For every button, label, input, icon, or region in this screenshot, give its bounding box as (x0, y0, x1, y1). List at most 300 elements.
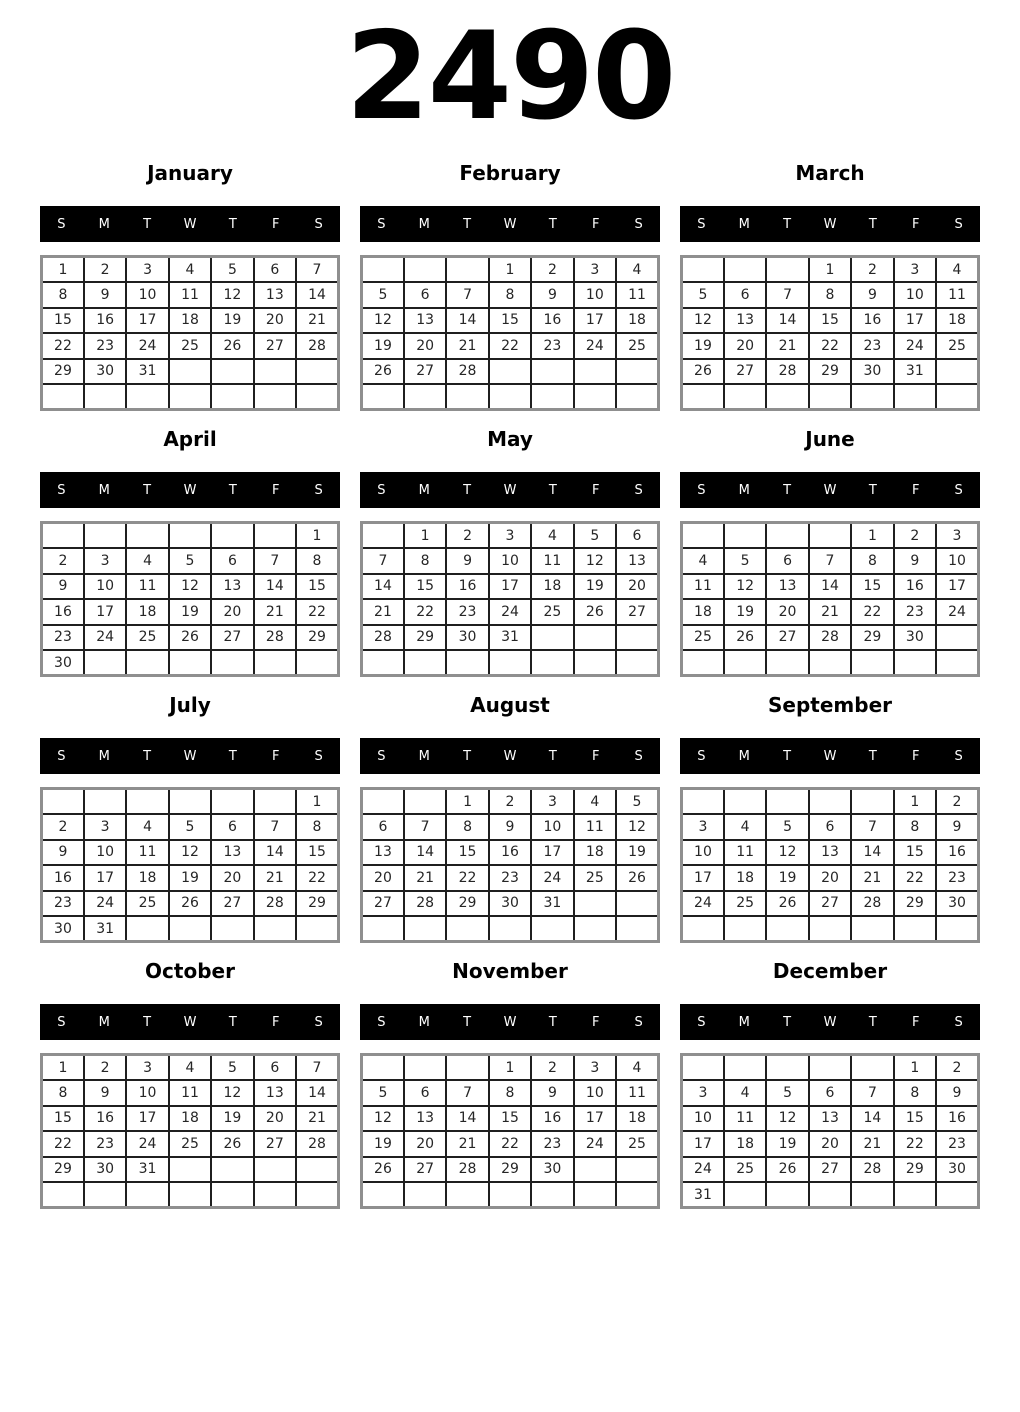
week-row (42, 840, 339, 866)
weekday-label: F (271, 482, 280, 498)
day-cell: 15 (42, 308, 84, 334)
day-cell (404, 384, 446, 410)
day-cell (851, 789, 893, 815)
day-cell (809, 523, 851, 549)
day-cell: 10 (126, 1080, 168, 1106)
day-cell: 13 (616, 548, 658, 574)
week-row (42, 789, 339, 815)
day-cell: 11 (616, 282, 658, 308)
day-cell: 25 (169, 1131, 211, 1157)
day-cell (724, 384, 766, 410)
day-cell: 20 (211, 865, 253, 891)
day-cell (169, 359, 211, 385)
day-cell (211, 650, 253, 676)
weekday-label: T (783, 482, 792, 498)
day-cell (936, 625, 978, 651)
weekday-label: T (228, 216, 237, 232)
day-cell (936, 650, 978, 676)
day-cell: 3 (126, 1055, 168, 1081)
week-row (362, 574, 659, 600)
weekday-label: T (783, 1014, 792, 1030)
day-cell: 22 (296, 865, 338, 891)
day-cell: 10 (936, 548, 978, 574)
weekday-label: F (591, 216, 600, 232)
weekday-label: F (591, 1014, 600, 1030)
day-cell: 10 (682, 840, 724, 866)
day-cell: 15 (489, 1106, 531, 1132)
day-cell: 25 (126, 891, 168, 917)
day-cell (489, 359, 531, 385)
day-cell: 9 (531, 282, 573, 308)
day-cell: 14 (766, 308, 808, 334)
year-text: 2490 (345, 5, 675, 147)
day-cell: 7 (254, 814, 296, 840)
day-cell: 7 (766, 282, 808, 308)
day-cell (296, 359, 338, 385)
weekday-label: T (548, 1014, 557, 1030)
week-row (682, 384, 979, 410)
day-cell: 29 (809, 359, 851, 385)
day-cell: 21 (254, 865, 296, 891)
day-cell: 1 (851, 523, 893, 549)
day-cell: 4 (724, 1080, 766, 1106)
week-row (42, 523, 339, 549)
day-cell: 7 (446, 282, 488, 308)
day-cell: 18 (531, 574, 573, 600)
day-cell: 8 (809, 282, 851, 308)
day-cell: 12 (169, 574, 211, 600)
weekday-label: T (783, 216, 792, 232)
day-cell: 16 (936, 1106, 978, 1132)
day-cell: 15 (42, 1106, 84, 1132)
week-row (682, 257, 979, 283)
day-cell (809, 650, 851, 676)
day-cell (362, 257, 404, 283)
month-title: November (452, 959, 568, 983)
day-cell (616, 359, 658, 385)
day-cell (724, 1055, 766, 1081)
week-row (42, 1106, 339, 1132)
day-cell: 30 (936, 1157, 978, 1183)
day-cell (296, 916, 338, 942)
day-cell (84, 384, 126, 410)
week-row (682, 599, 979, 625)
weekday-label: T (548, 482, 557, 498)
weekday-label: W (503, 216, 517, 232)
day-cell: 20 (362, 865, 404, 891)
day-cell: 10 (574, 1080, 616, 1106)
day-cell (211, 384, 253, 410)
week-row (42, 1131, 339, 1157)
day-cell: 5 (362, 1080, 404, 1106)
day-cell (851, 650, 893, 676)
day-cell (404, 257, 446, 283)
day-cell: 13 (404, 1106, 446, 1132)
day-cell: 14 (809, 574, 851, 600)
day-cell (616, 1182, 658, 1208)
month-grid (680, 521, 980, 677)
day-cell: 8 (446, 814, 488, 840)
day-cell (851, 384, 893, 410)
week-row (362, 625, 659, 651)
month-block-5 (360, 427, 660, 677)
weekday-label: W (823, 482, 837, 498)
day-cell: 24 (936, 599, 978, 625)
day-cell: 14 (446, 308, 488, 334)
day-cell: 24 (84, 891, 126, 917)
month-grid (40, 255, 340, 411)
day-cell (682, 384, 724, 410)
day-cell: 13 (254, 282, 296, 308)
day-cell (169, 789, 211, 815)
weekday-label: W (823, 748, 837, 764)
day-cell: 13 (254, 1080, 296, 1106)
day-cell: 29 (42, 1157, 84, 1183)
day-cell: 23 (84, 333, 126, 359)
weekday-label: T (228, 482, 237, 498)
weekday-label: W (183, 748, 197, 764)
day-cell: 11 (531, 548, 573, 574)
day-cell: 10 (489, 548, 531, 574)
weekday-label: T (463, 482, 472, 498)
day-cell (296, 650, 338, 676)
weekday-label: W (183, 1014, 197, 1030)
day-cell: 12 (362, 308, 404, 334)
day-cell (404, 789, 446, 815)
day-cell: 14 (851, 840, 893, 866)
day-cell: 6 (616, 523, 658, 549)
day-cell (169, 384, 211, 410)
day-cell: 22 (809, 333, 851, 359)
weekday-header (360, 1004, 660, 1040)
day-cell: 11 (169, 282, 211, 308)
day-cell: 18 (724, 1131, 766, 1157)
day-cell: 26 (766, 1157, 808, 1183)
day-cell: 26 (766, 891, 808, 917)
day-cell (254, 1182, 296, 1208)
weekday-header (40, 1004, 340, 1040)
day-cell: 18 (126, 599, 168, 625)
day-cell (724, 1182, 766, 1208)
day-cell (809, 789, 851, 815)
day-cell: 28 (446, 1157, 488, 1183)
day-cell: 20 (254, 308, 296, 334)
day-cell: 1 (42, 257, 84, 283)
week-row (682, 282, 979, 308)
day-cell: 18 (616, 1106, 658, 1132)
day-cell: 7 (446, 1080, 488, 1106)
weekday-label: S (954, 482, 963, 498)
month-title: June (805, 427, 855, 451)
day-cell (766, 650, 808, 676)
day-cell: 23 (42, 891, 84, 917)
weekday-header (680, 206, 980, 242)
day-cell: 26 (724, 625, 766, 651)
day-cell: 19 (169, 599, 211, 625)
week-row (682, 916, 979, 942)
day-cell: 6 (211, 548, 253, 574)
day-cell (616, 916, 658, 942)
day-cell: 23 (531, 1131, 573, 1157)
week-row (682, 650, 979, 676)
day-cell: 25 (616, 333, 658, 359)
day-cell: 2 (531, 257, 573, 283)
day-cell: 16 (894, 574, 936, 600)
month-title: May (487, 427, 533, 451)
day-cell: 5 (211, 1055, 253, 1081)
day-cell: 21 (766, 333, 808, 359)
day-cell: 15 (404, 574, 446, 600)
month-grid (680, 787, 980, 943)
day-cell (724, 789, 766, 815)
day-cell: 22 (42, 1131, 84, 1157)
month-title: August (470, 693, 550, 717)
day-cell: 22 (851, 599, 893, 625)
day-cell: 31 (682, 1182, 724, 1208)
month-block-4 (40, 427, 340, 677)
weekday-label: M (98, 216, 110, 232)
day-cell: 28 (254, 891, 296, 917)
day-cell: 24 (574, 333, 616, 359)
day-cell (724, 523, 766, 549)
day-cell: 23 (42, 625, 84, 651)
day-cell: 15 (296, 840, 338, 866)
day-cell (296, 1157, 338, 1183)
day-cell: 5 (682, 282, 724, 308)
day-cell (362, 789, 404, 815)
week-row (682, 625, 979, 651)
day-cell: 16 (851, 308, 893, 334)
day-cell: 12 (211, 1080, 253, 1106)
day-cell (126, 916, 168, 942)
day-cell: 4 (616, 257, 658, 283)
day-cell: 17 (489, 574, 531, 600)
week-row (42, 1157, 339, 1183)
day-cell: 1 (894, 1055, 936, 1081)
day-cell: 26 (169, 891, 211, 917)
day-cell: 25 (936, 333, 978, 359)
week-row (42, 1080, 339, 1106)
day-cell: 3 (126, 257, 168, 283)
month-block-9 (680, 693, 980, 943)
weekday-label: S (377, 1014, 386, 1030)
day-cell: 12 (766, 840, 808, 866)
day-cell: 5 (574, 523, 616, 549)
day-cell (126, 523, 168, 549)
day-cell: 8 (851, 548, 893, 574)
week-row (682, 1080, 979, 1106)
day-cell: 29 (296, 625, 338, 651)
day-cell: 31 (126, 1157, 168, 1183)
month-grid (360, 255, 660, 411)
day-cell: 28 (851, 1157, 893, 1183)
day-cell: 19 (211, 1106, 253, 1132)
week-row (42, 308, 339, 334)
day-cell: 24 (682, 891, 724, 917)
day-cell: 12 (169, 840, 211, 866)
day-cell: 2 (531, 1055, 573, 1081)
day-cell: 15 (489, 308, 531, 334)
day-cell: 7 (362, 548, 404, 574)
week-row (362, 916, 659, 942)
month-grid (40, 1053, 340, 1209)
month-title: February (459, 161, 561, 185)
weekday-label: S (377, 748, 386, 764)
day-cell: 20 (809, 1131, 851, 1157)
day-cell: 1 (894, 789, 936, 815)
day-cell: 2 (42, 548, 84, 574)
weekday-label: S (314, 216, 323, 232)
day-cell (404, 1055, 446, 1081)
weekday-label: M (98, 1014, 110, 1030)
day-cell: 8 (42, 1080, 84, 1106)
day-cell: 13 (211, 840, 253, 866)
week-row (682, 789, 979, 815)
weekday-label: S (954, 216, 963, 232)
day-cell (404, 650, 446, 676)
day-cell (404, 1182, 446, 1208)
day-cell (616, 891, 658, 917)
week-row (362, 1106, 659, 1132)
day-cell: 4 (169, 257, 211, 283)
day-cell: 16 (446, 574, 488, 600)
day-cell (809, 916, 851, 942)
day-cell: 3 (682, 1080, 724, 1106)
weekday-label: F (911, 1014, 920, 1030)
day-cell (362, 523, 404, 549)
day-cell: 6 (254, 257, 296, 283)
day-cell: 25 (724, 1157, 766, 1183)
week-row (682, 1106, 979, 1132)
day-cell: 9 (42, 840, 84, 866)
day-cell: 9 (42, 574, 84, 600)
weekday-label: T (868, 748, 877, 764)
day-cell: 25 (126, 625, 168, 651)
day-cell: 16 (531, 308, 573, 334)
weekday-label: S (57, 216, 66, 232)
day-cell (489, 1182, 531, 1208)
day-cell (296, 384, 338, 410)
month-grid (360, 787, 660, 943)
day-cell: 20 (809, 865, 851, 891)
week-row (42, 599, 339, 625)
weekday-label: S (57, 482, 66, 498)
day-cell: 24 (489, 599, 531, 625)
weekday-label: S (697, 1014, 706, 1030)
weekday-label: M (418, 482, 430, 498)
weekday-header (360, 472, 660, 508)
day-cell: 24 (531, 865, 573, 891)
month-block-10 (40, 959, 340, 1209)
day-cell: 8 (296, 548, 338, 574)
day-cell: 15 (894, 840, 936, 866)
day-cell: 10 (682, 1106, 724, 1132)
week-row (682, 359, 979, 385)
day-cell: 16 (84, 1106, 126, 1132)
day-cell: 12 (211, 282, 253, 308)
month-title: March (795, 161, 865, 185)
weekday-label: T (143, 482, 152, 498)
day-cell: 6 (809, 1080, 851, 1106)
day-cell (574, 891, 616, 917)
weekday-header (360, 738, 660, 774)
day-cell: 18 (126, 865, 168, 891)
day-cell (809, 1055, 851, 1081)
day-cell (42, 384, 84, 410)
day-cell: 22 (42, 333, 84, 359)
day-cell (682, 523, 724, 549)
day-cell (531, 1182, 573, 1208)
day-cell: 3 (574, 1055, 616, 1081)
day-cell: 28 (404, 891, 446, 917)
day-cell: 13 (809, 840, 851, 866)
day-cell: 16 (936, 840, 978, 866)
day-cell: 20 (404, 1131, 446, 1157)
month-block-8 (360, 693, 660, 943)
week-row (362, 650, 659, 676)
day-cell: 8 (894, 1080, 936, 1106)
day-cell: 22 (489, 1131, 531, 1157)
day-cell: 28 (362, 625, 404, 651)
month-title: December (772, 959, 888, 983)
day-cell: 24 (682, 1157, 724, 1183)
day-cell: 18 (616, 308, 658, 334)
weekday-header (40, 738, 340, 774)
day-cell (531, 916, 573, 942)
day-cell: 14 (254, 840, 296, 866)
day-cell: 27 (254, 333, 296, 359)
week-row (682, 574, 979, 600)
weekday-label: S (697, 748, 706, 764)
day-cell: 20 (766, 599, 808, 625)
day-cell: 25 (682, 625, 724, 651)
day-cell: 22 (446, 865, 488, 891)
month-title: April (163, 427, 217, 451)
day-cell: 8 (489, 282, 531, 308)
day-cell: 8 (42, 282, 84, 308)
day-cell: 17 (682, 865, 724, 891)
day-cell: 20 (616, 574, 658, 600)
day-cell: 19 (362, 1131, 404, 1157)
day-cell: 15 (809, 308, 851, 334)
weekday-label: F (911, 482, 920, 498)
day-cell: 11 (126, 840, 168, 866)
day-cell (489, 650, 531, 676)
day-cell: 15 (446, 840, 488, 866)
day-cell (616, 1157, 658, 1183)
day-cell (682, 1055, 724, 1081)
day-cell: 28 (766, 359, 808, 385)
weekday-label: T (143, 748, 152, 764)
day-cell: 10 (531, 814, 573, 840)
day-cell (84, 789, 126, 815)
week-row (362, 308, 659, 334)
weekday-label: F (271, 216, 280, 232)
day-cell: 9 (84, 282, 126, 308)
day-cell: 27 (362, 891, 404, 917)
day-cell: 12 (766, 1106, 808, 1132)
day-cell: 1 (296, 789, 338, 815)
day-cell: 6 (404, 1080, 446, 1106)
weekday-label: T (548, 216, 557, 232)
day-cell: 6 (809, 814, 851, 840)
day-cell (724, 650, 766, 676)
day-cell: 23 (84, 1131, 126, 1157)
day-cell: 15 (894, 1106, 936, 1132)
day-cell: 6 (254, 1055, 296, 1081)
day-cell: 28 (809, 625, 851, 651)
day-cell: 18 (574, 840, 616, 866)
